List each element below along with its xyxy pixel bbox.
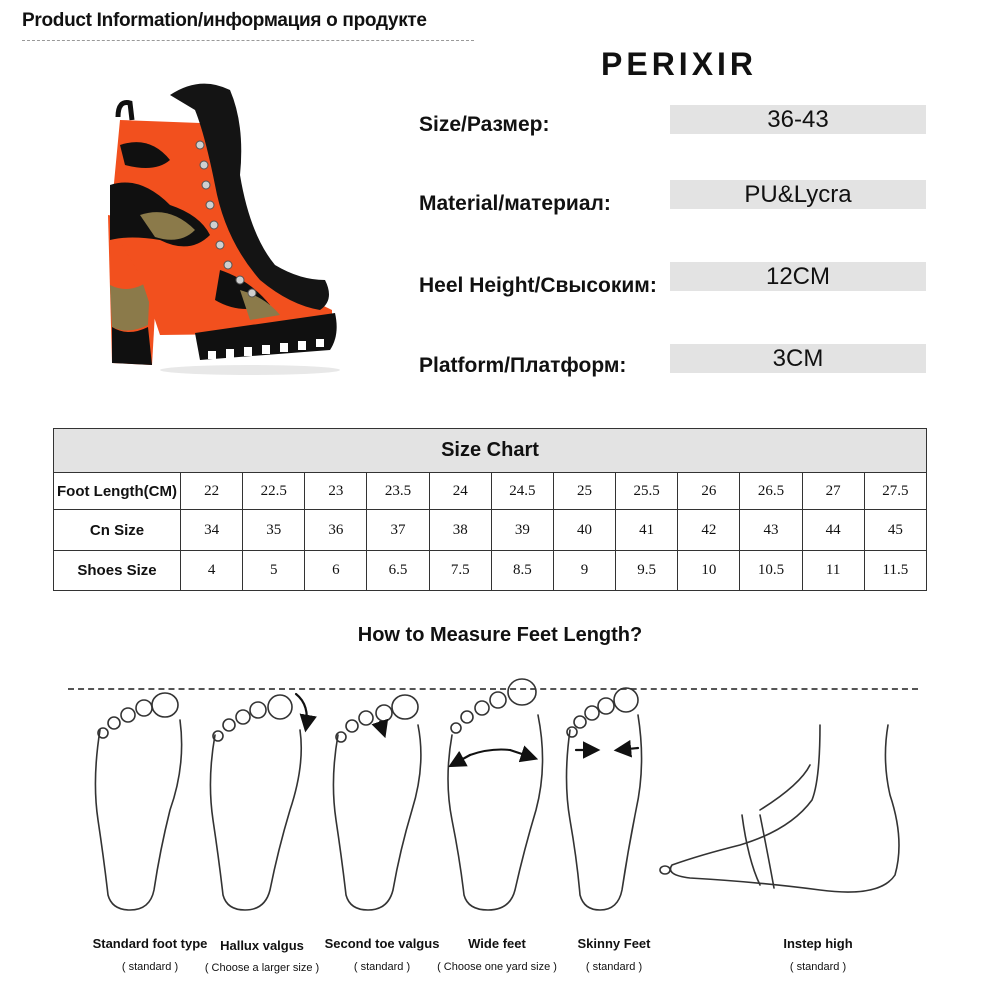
table-cell: 22 [181,473,243,510]
foot-label-instep-high: Instep high [783,936,853,951]
spec-value: 12CM [670,262,926,291]
table-cell: 36 [305,510,367,551]
table-cell: 7.5 [429,551,491,591]
table-cell: 40 [553,510,615,551]
brand-name: PERIXIR [601,46,758,82]
table-cell: 27.5 [864,473,926,510]
foot-label-second-toe-valgus: Second toe valgus [324,936,440,951]
second-toe-valgus-foot-icon [333,695,420,910]
skinny-feet-foot-icon [567,688,642,910]
table-cell: 26.5 [740,473,802,510]
spec-value: 3CM [670,344,926,373]
spec-label: Heel Height/Свысоким: [419,274,657,297]
spec-value: PU&Lycra [670,180,926,209]
table-row-foot-length [54,473,927,510]
table-row-shoes-size [54,551,927,591]
table-cell: 11 [802,551,864,591]
foot-note-instep-high: ( standard ) [789,961,847,973]
table-cell: 9.5 [616,551,678,591]
table-cell: 25 [553,473,615,510]
spec-row-platform [0,344,1000,384]
table-row-cn-size [54,510,927,551]
spec-label: Platform/Платформ: [419,354,627,377]
foot-label-skinny-feet: Skinny Feet [577,936,651,951]
table-cell: 23 [305,473,367,510]
table-cell: 41 [616,510,678,551]
spec-row-size [0,105,1000,145]
size-chart-title: Size Chart [54,429,927,473]
table-cell: 42 [678,510,740,551]
table-cell: 34 [181,510,243,551]
size-chart-table [53,428,927,591]
foot-note-standard: ( standard ) [121,961,179,973]
table-cell: 37 [367,510,429,551]
foot-label-hallux-valgus: Hallux valgus [220,938,304,953]
spec-label: Size/Размер: [419,113,550,136]
table-cell: 6 [305,551,367,591]
spec-value: 36-43 [670,105,926,134]
table-cell: 45 [864,510,926,551]
spec-label: Material/материал: [419,192,611,215]
foot-note-wide-feet: ( Choose one yard size ) [437,961,557,973]
table-cell: 25.5 [616,473,678,510]
table-cell: 6.5 [367,551,429,591]
foot-label-standard: Standard foot type [92,936,208,951]
table-cell: 26 [678,473,740,510]
row-label: Cn Size [54,510,181,551]
table-cell: 22.5 [243,473,305,510]
spec-row-heel-height [0,262,1000,302]
feet-illustrations [0,670,1000,930]
measure-section-title: How to Measure Feet Length? [357,624,643,646]
table-cell: 24.5 [491,473,553,510]
table-cell: 9 [553,551,615,591]
row-label: Shoes Size [54,551,181,591]
row-label: Foot Length(CM) [54,473,181,510]
table-cell: 27 [802,473,864,510]
table-cell: 43 [740,510,802,551]
foot-note-skinny-feet: ( standard ) [585,961,643,973]
instep-high-foot-icon [660,725,899,892]
page-header-title: Product Information/информация о продукте [22,10,427,31]
table-cell: 38 [429,510,491,551]
hallux-valgus-foot-icon [210,694,306,910]
wide-feet-foot-icon [448,679,543,910]
table-cell: 5 [243,551,305,591]
table-cell: 35 [243,510,305,551]
foot-note-second-toe-valgus: ( standard ) [353,961,411,973]
table-cell: 10.5 [740,551,802,591]
table-cell: 24 [429,473,491,510]
foot-note-hallux-valgus: ( Choose a larger size ) [204,962,320,974]
table-cell: 39 [491,510,553,551]
table-cell: 10 [678,551,740,591]
table-cell: 23.5 [367,473,429,510]
standard-foot-icon [95,693,181,910]
table-cell: 44 [802,510,864,551]
foot-label-wide-feet: Wide feet [468,936,526,951]
table-cell: 8.5 [491,551,553,591]
spec-row-material [0,180,1000,220]
header-divider [22,40,474,41]
table-cell: 11.5 [864,551,926,591]
table-cell: 4 [181,551,243,591]
